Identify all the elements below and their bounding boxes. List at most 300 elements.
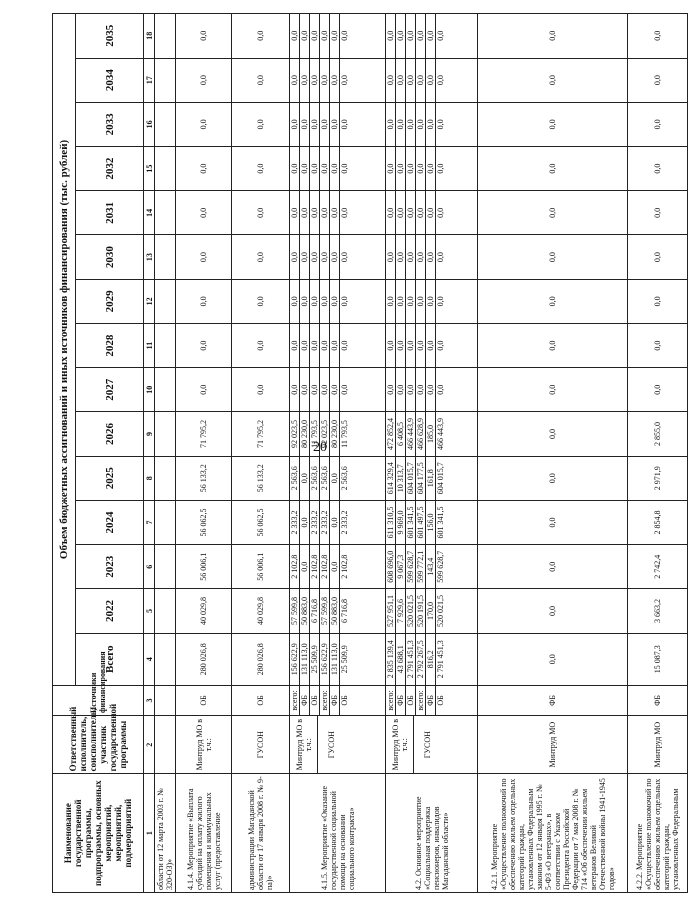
value-cell: 0,0 bbox=[176, 14, 232, 59]
value-cell: 0,0 bbox=[386, 235, 396, 278]
row-source: ФБ bbox=[396, 686, 406, 715]
column-number: 11 bbox=[144, 323, 155, 367]
table-row bbox=[290, 14, 386, 893]
value-cell: 0,0 bbox=[340, 296, 349, 307]
value-cell: 0,0 bbox=[386, 324, 396, 367]
value-stack bbox=[290, 58, 386, 102]
value-cell: 0,0 bbox=[310, 324, 320, 367]
value-cell: 0,0 bbox=[290, 14, 300, 58]
value-cell: 0,0 bbox=[478, 235, 628, 279]
value-cell: 0,0 bbox=[330, 14, 340, 58]
column-number: 1 bbox=[144, 774, 155, 893]
value-cell: 2 102,8 bbox=[310, 545, 320, 588]
value-cell: 0,0 bbox=[232, 58, 290, 102]
value-cell: 0,0 bbox=[396, 235, 406, 278]
value-cell: 0,0 bbox=[478, 545, 628, 589]
column-number: 12 bbox=[144, 279, 155, 323]
value-cell: 0,0 bbox=[478, 412, 628, 456]
row-executor: Минтруд МО в т.ч.: bbox=[386, 716, 414, 773]
page-number: 20 bbox=[313, 440, 327, 455]
value-cell: 43 688,1 bbox=[396, 634, 406, 685]
value-cell: 0,0 bbox=[300, 457, 310, 500]
value-cell: 0,0 bbox=[396, 103, 406, 146]
value-cell: 0,0 bbox=[406, 191, 416, 234]
value-cell: 0,0 bbox=[290, 103, 300, 146]
value-cell: 2 102,8 bbox=[320, 545, 330, 588]
column-number: 10 bbox=[144, 368, 155, 412]
value-cell: 2 563,6 bbox=[320, 457, 330, 500]
value-cell bbox=[155, 456, 176, 500]
value-cell bbox=[155, 235, 176, 279]
value-cell: 0,0 bbox=[628, 235, 688, 279]
value-cell bbox=[155, 102, 176, 146]
value-cell: 2 791 451,3 bbox=[436, 640, 445, 679]
value-cell: 0,0 bbox=[310, 103, 320, 146]
value-cell: 3 663,2 bbox=[628, 589, 688, 633]
value-cell: 57 599,8 bbox=[290, 589, 300, 632]
value-cell bbox=[155, 368, 176, 412]
value-cell: 0,0 bbox=[176, 58, 232, 102]
value-stack bbox=[290, 323, 386, 367]
row-executor-stack bbox=[290, 716, 386, 774]
value-cell: 0,0 bbox=[628, 147, 688, 191]
value-cell: 7 929,6 bbox=[396, 589, 406, 632]
value-cell: 0,0 bbox=[416, 235, 426, 278]
value-cell: 816,2 bbox=[426, 634, 436, 685]
value-cell: 0,0 bbox=[340, 340, 349, 351]
value-cell: 0,0 bbox=[300, 191, 310, 234]
value-cell: 0,0 bbox=[176, 191, 232, 235]
value-cell: 0,0 bbox=[340, 207, 349, 218]
header-year-2033: 2033 bbox=[76, 102, 144, 146]
rotated-table-container bbox=[52, 13, 680, 893]
value-cell: 0,0 bbox=[176, 323, 232, 367]
value-stack bbox=[386, 500, 478, 544]
value-cell: 0,0 bbox=[300, 280, 310, 323]
table-row bbox=[478, 14, 628, 893]
value-cell: 92 023,5 bbox=[320, 412, 330, 455]
column-number: 8 bbox=[144, 456, 155, 500]
header-year-2031: 2031 bbox=[76, 191, 144, 235]
value-cell bbox=[155, 500, 176, 544]
value-cell: 0,0 bbox=[386, 147, 396, 190]
value-cell: 0,0 bbox=[232, 279, 290, 323]
value-cell: 56 006,1 bbox=[176, 545, 232, 589]
value-cell: 0,0 bbox=[176, 102, 232, 146]
value-cell: 0,0 bbox=[396, 59, 406, 102]
header-year-2030: 2030 bbox=[76, 235, 144, 279]
value-cell: 0,0 bbox=[406, 103, 416, 146]
row-source: ОБ bbox=[176, 685, 232, 715]
value-cell: 0,0 bbox=[416, 147, 426, 190]
value-cell: 0,0 bbox=[386, 103, 396, 146]
value-cell: 0,0 bbox=[478, 500, 628, 544]
value-cell: 0,0 bbox=[330, 545, 340, 588]
value-cell: 56 062,5 bbox=[232, 500, 290, 544]
row-executor: Минтруд МО bbox=[628, 716, 688, 774]
value-cell: 0,0 bbox=[290, 324, 300, 367]
value-cell: 0,0 bbox=[176, 279, 232, 323]
row-source: ФБ bbox=[300, 686, 310, 715]
row-source: ОБ bbox=[340, 695, 349, 706]
value-cell: 2 333,2 bbox=[290, 501, 300, 544]
value-stack bbox=[290, 235, 386, 279]
value-stack bbox=[386, 191, 478, 235]
value-cell: 604 177,5 bbox=[416, 457, 426, 500]
value-cell: 0,0 bbox=[416, 191, 426, 234]
value-cell: 0,0 bbox=[426, 59, 436, 102]
value-cell: 143,4 bbox=[426, 545, 436, 588]
value-cell: 0,0 bbox=[176, 147, 232, 191]
header-year-2035: 2035 bbox=[76, 14, 144, 59]
row-source: ОБ bbox=[406, 686, 416, 715]
value-cell: 0,0 bbox=[290, 368, 300, 411]
value-cell: 0,0 bbox=[416, 103, 426, 146]
value-cell: 0,0 bbox=[340, 163, 349, 174]
value-cell: 0,0 bbox=[320, 14, 330, 58]
value-cell: 2 792 267,5 bbox=[416, 634, 426, 685]
value-cell: 2 854,8 bbox=[628, 500, 688, 544]
row-name: 4.2. Основное мероприятие «Социальная поддержка пенсионеров, инвалидов Магаданской области» bbox=[386, 774, 478, 893]
value-stack bbox=[290, 500, 386, 544]
value-cell: 0,0 bbox=[386, 368, 396, 411]
value-cell: 0,0 bbox=[436, 119, 445, 130]
row-executor: ГУСОН bbox=[232, 716, 290, 774]
value-cell: 0,0 bbox=[232, 14, 290, 59]
value-cell: 0,0 bbox=[300, 368, 310, 411]
value-cell: 2 333,2 bbox=[310, 501, 320, 544]
value-cell: 0,0 bbox=[396, 147, 406, 190]
value-stack bbox=[386, 279, 478, 323]
value-cell bbox=[155, 412, 176, 456]
column-number: 15 bbox=[144, 147, 155, 191]
value-cell: 0,0 bbox=[406, 147, 416, 190]
value-stack bbox=[290, 545, 386, 589]
value-cell: 280 026,8 bbox=[176, 633, 232, 685]
value-cell: 0,0 bbox=[340, 75, 349, 86]
header-year-2032: 2032 bbox=[76, 147, 144, 191]
value-cell bbox=[155, 323, 176, 367]
row-executor: Минтруд МО в т.ч.: bbox=[176, 716, 232, 774]
value-cell: 0,0 bbox=[628, 58, 688, 102]
value-cell: 0,0 bbox=[330, 324, 340, 367]
value-cell: 0,0 bbox=[426, 280, 436, 323]
value-cell: 0,0 bbox=[406, 324, 416, 367]
value-cell: 0,0 bbox=[406, 235, 416, 278]
value-cell: 0,0 bbox=[478, 102, 628, 146]
value-cell: 156,0 bbox=[426, 501, 436, 544]
value-cell: 520 021,5 bbox=[436, 594, 445, 627]
value-stack bbox=[386, 633, 478, 685]
value-cell: 0,0 bbox=[320, 235, 330, 278]
value-cell: 50 883,0 bbox=[330, 589, 340, 632]
row-name: области от 12 марта 2003 г. № 320-ОЗ)» bbox=[155, 774, 176, 893]
value-cell: 0,0 bbox=[176, 235, 232, 279]
row-source: ФБ bbox=[628, 685, 688, 715]
value-cell: 472 852,4 bbox=[386, 412, 396, 455]
value-cell: 0,0 bbox=[330, 235, 340, 278]
value-cell: 2 971,9 bbox=[628, 456, 688, 500]
value-cell: 0,0 bbox=[478, 58, 628, 102]
value-cell: 15 087,3 bbox=[628, 633, 688, 685]
value-cell: 0,0 bbox=[330, 103, 340, 146]
value-cell: 0,0 bbox=[386, 14, 396, 58]
value-cell: 40 029,8 bbox=[176, 589, 232, 633]
row-source: ОБ bbox=[436, 695, 445, 706]
value-stack bbox=[386, 14, 478, 59]
value-cell: 0,0 bbox=[330, 191, 340, 234]
value-cell: 6 408,5 bbox=[396, 412, 406, 455]
value-cell: 0,0 bbox=[300, 235, 310, 278]
value-cell: 520 191,5 bbox=[416, 589, 426, 632]
value-cell: 0,0 bbox=[290, 235, 300, 278]
value-cell: 2 855,0 bbox=[628, 412, 688, 456]
value-cell: 0,0 bbox=[320, 147, 330, 190]
table-row bbox=[386, 14, 478, 893]
value-cell: 0,0 bbox=[416, 324, 426, 367]
table-row bbox=[628, 14, 688, 893]
row-source-stack bbox=[386, 685, 478, 715]
row-name: 4.2.2. Мероприятие «Осуществление полномочий по обеспечению жильем отдельных категорий граждан, установленных Федеральным bbox=[628, 774, 688, 893]
financing-table bbox=[52, 13, 688, 893]
value-cell: 599 628,7 bbox=[406, 545, 416, 588]
value-cell: 0,0 bbox=[436, 30, 445, 41]
value-cell: 601 341,5 bbox=[406, 501, 416, 544]
value-cell: 131 113,0 bbox=[330, 634, 340, 685]
value-stack bbox=[386, 545, 478, 589]
header-total: Всего bbox=[76, 633, 144, 685]
row-source: всего: bbox=[386, 686, 396, 715]
value-cell: 0,0 bbox=[628, 102, 688, 146]
value-stack bbox=[290, 633, 386, 685]
value-cell: 6 716,8 bbox=[310, 589, 320, 632]
value-cell: 604 015,7 bbox=[436, 462, 445, 495]
value-cell: 0,0 bbox=[330, 368, 340, 411]
header-year-2022: 2022 bbox=[76, 589, 144, 633]
value-cell: 0,0 bbox=[406, 14, 416, 58]
value-cell: 466 443,9 bbox=[406, 412, 416, 455]
value-cell: 0,0 bbox=[290, 59, 300, 102]
value-cell: 0,0 bbox=[436, 252, 445, 263]
value-stack bbox=[290, 14, 386, 59]
value-cell: 0,0 bbox=[386, 280, 396, 323]
row-source: ОБ bbox=[310, 686, 320, 715]
header-executor: Ответственный исполнитель, соисполнитель, участник государственной программы bbox=[53, 716, 144, 774]
value-cell: 0,0 bbox=[628, 279, 688, 323]
value-cell: 11 793,5 bbox=[310, 412, 320, 455]
value-cell: 0,0 bbox=[330, 147, 340, 190]
value-cell: 0,0 bbox=[300, 501, 310, 544]
value-cell: 0,0 bbox=[478, 279, 628, 323]
column-number: 2 bbox=[144, 716, 155, 774]
row-executor: Минтруд МО bbox=[478, 716, 628, 774]
value-cell: 0,0 bbox=[416, 280, 426, 323]
value-cell bbox=[155, 545, 176, 589]
table-row bbox=[232, 14, 290, 893]
value-cell: 0,0 bbox=[330, 501, 340, 544]
row-name: 4.1.4. Мероприятие «Выплата субсидий на оплату жилого помещения и коммунальных услуг (предоставление bbox=[176, 774, 232, 893]
value-cell: 0,0 bbox=[232, 191, 290, 235]
value-cell: 0,0 bbox=[232, 323, 290, 367]
value-cell: 0,0 bbox=[406, 280, 416, 323]
value-cell: 71 795,2 bbox=[176, 412, 232, 456]
column-number: 17 bbox=[144, 58, 155, 102]
value-cell: 0,0 bbox=[320, 324, 330, 367]
row-source bbox=[155, 685, 176, 715]
value-cell: 0,0 bbox=[330, 280, 340, 323]
column-number: 5 bbox=[144, 589, 155, 633]
value-cell: 0,0 bbox=[310, 191, 320, 234]
value-stack bbox=[386, 456, 478, 500]
value-cell: 0,0 bbox=[396, 280, 406, 323]
value-cell: 0,0 bbox=[290, 147, 300, 190]
value-cell: 131 113,0 bbox=[300, 634, 310, 685]
value-cell: 0,0 bbox=[628, 191, 688, 235]
value-cell: 0,0 bbox=[478, 191, 628, 235]
value-cell bbox=[155, 279, 176, 323]
value-cell: 2 102,8 bbox=[340, 554, 349, 579]
value-cell: 185,0 bbox=[426, 412, 436, 455]
value-stack bbox=[290, 102, 386, 146]
value-cell: 0,0 bbox=[232, 235, 290, 279]
value-cell: 2 563,6 bbox=[310, 457, 320, 500]
value-cell: 0,0 bbox=[416, 14, 426, 58]
row-name: 4.2.1. Мероприятие «Осуществление полномочий по обеспечению жильем отдельных категорий граждан, установленных Федеральным законом от 12 января 1995 г. № 5-ФЗ «О ветеранах», в соответствии с Указом Президента Российской Федерации от 7 мая 2008 г. № 714 «Об обеспечении жильем ветеранов Великой Отечественной войны 1941-1945 годов» bbox=[478, 774, 628, 893]
value-cell: 0,0 bbox=[436, 75, 445, 86]
value-cell: 601 341,5 bbox=[436, 506, 445, 539]
value-cell: 599 628,7 bbox=[436, 550, 445, 583]
value-cell: 601 497,5 bbox=[416, 501, 426, 544]
row-source: всего: bbox=[416, 686, 426, 715]
value-cell bbox=[155, 58, 176, 102]
value-cell: 2 791 451,3 bbox=[406, 634, 416, 685]
value-cell: 0,0 bbox=[300, 147, 310, 190]
value-cell: 0,0 bbox=[416, 368, 426, 411]
value-cell: 0,0 bbox=[300, 545, 310, 588]
value-cell: 0,0 bbox=[478, 368, 628, 412]
column-number: 14 bbox=[144, 191, 155, 235]
value-cell: 0,0 bbox=[330, 59, 340, 102]
value-cell: 0,0 bbox=[406, 368, 416, 411]
column-number: 3 bbox=[144, 685, 155, 715]
value-cell: 0,0 bbox=[396, 368, 406, 411]
row-name: 4.1.5. Мероприятие «Оказание государственной социальной помощи на основании социального контракта» bbox=[290, 774, 386, 893]
value-cell: 520 021,5 bbox=[406, 589, 416, 632]
value-cell: 280 026,8 bbox=[232, 633, 290, 685]
column-number: 9 bbox=[144, 412, 155, 456]
value-cell: 0,0 bbox=[310, 14, 320, 58]
value-cell: 0,0 bbox=[320, 59, 330, 102]
value-cell: 2 333,2 bbox=[340, 510, 349, 535]
value-cell: 6 716,8 bbox=[340, 598, 349, 623]
column-number: 6 bbox=[144, 545, 155, 589]
table-row bbox=[176, 14, 232, 893]
value-cell: 11 793,5 bbox=[340, 420, 349, 448]
value-cell: 0,0 bbox=[436, 163, 445, 174]
value-cell: 611 310,5 bbox=[386, 501, 396, 544]
value-cell: 0,0 bbox=[290, 191, 300, 234]
row-source: ОБ bbox=[232, 685, 290, 715]
value-stack bbox=[386, 412, 478, 456]
value-cell: 466 443,9 bbox=[436, 418, 445, 451]
value-cell: 156 622,9 bbox=[320, 634, 330, 685]
row-executor: ГУСОН bbox=[327, 731, 336, 759]
value-cell: 0,0 bbox=[300, 59, 310, 102]
value-cell bbox=[155, 191, 176, 235]
header-year-2029: 2029 bbox=[76, 279, 144, 323]
value-cell: 614 329,4 bbox=[386, 457, 396, 500]
header-funding-group: Объем бюджетных ассигнований и иных источников финансирования (тыс. рублей) bbox=[53, 14, 76, 686]
value-cell: 0,0 bbox=[628, 323, 688, 367]
header-year-2023: 2023 bbox=[76, 545, 144, 589]
value-stack bbox=[386, 323, 478, 367]
value-cell: 0,0 bbox=[320, 191, 330, 234]
row-source: всего: bbox=[320, 686, 330, 715]
value-cell: 80 230,0 bbox=[300, 412, 310, 455]
value-cell: 25 509,9 bbox=[340, 645, 349, 674]
value-cell: 25 509,9 bbox=[310, 634, 320, 685]
value-cell: 0,0 bbox=[310, 235, 320, 278]
value-cell: 92 023,5 bbox=[290, 412, 300, 455]
value-stack bbox=[386, 147, 478, 191]
value-stack bbox=[290, 279, 386, 323]
value-cell: 0,0 bbox=[330, 457, 340, 500]
value-cell: 0,0 bbox=[436, 340, 445, 351]
row-executor-stack bbox=[386, 716, 478, 774]
value-cell bbox=[155, 633, 176, 685]
value-cell: 50 883,0 bbox=[300, 589, 310, 632]
table-row bbox=[155, 14, 176, 893]
value-cell: 0,0 bbox=[300, 14, 310, 58]
value-cell: 0,0 bbox=[340, 384, 349, 395]
header-year-2025: 2025 bbox=[76, 456, 144, 500]
value-cell: 604 015,7 bbox=[406, 457, 416, 500]
row-source-stack bbox=[290, 685, 386, 715]
value-cell: 0,0 bbox=[232, 147, 290, 191]
value-cell: 0,0 bbox=[310, 147, 320, 190]
value-cell: 0,0 bbox=[478, 456, 628, 500]
value-cell: 0,0 bbox=[478, 14, 628, 59]
value-cell: 0,0 bbox=[426, 103, 436, 146]
value-cell: 0,0 bbox=[300, 324, 310, 367]
value-cell: 0,0 bbox=[232, 102, 290, 146]
value-cell: 0,0 bbox=[628, 368, 688, 412]
value-cell: 0,0 bbox=[176, 368, 232, 412]
value-cell: 0,0 bbox=[436, 384, 445, 395]
header-name: Наименование государственной программы, подпрограммы, основных мероприятий, мероприятий, подмероприятий bbox=[53, 774, 144, 893]
value-cell: 0,0 bbox=[300, 103, 310, 146]
value-cell: 0,0 bbox=[320, 280, 330, 323]
value-stack bbox=[386, 368, 478, 412]
value-cell: 527 951,1 bbox=[386, 589, 396, 632]
header-year-2024: 2024 bbox=[76, 500, 144, 544]
value-stack bbox=[290, 412, 386, 456]
value-cell: 0,0 bbox=[320, 368, 330, 411]
value-cell: 2 835 139,4 bbox=[386, 634, 396, 685]
value-cell: 608 696,0 bbox=[386, 545, 396, 588]
value-cell: 2 333,2 bbox=[320, 501, 330, 544]
row-source: всего: bbox=[290, 686, 300, 715]
header-year-2028: 2028 bbox=[76, 323, 144, 367]
value-stack bbox=[290, 456, 386, 500]
value-cell: 0,0 bbox=[340, 119, 349, 130]
value-cell: 9 969,0 bbox=[396, 501, 406, 544]
value-cell: 56 006,1 bbox=[232, 545, 290, 589]
value-cell: 0,0 bbox=[396, 14, 406, 58]
value-stack bbox=[290, 191, 386, 235]
value-cell: 9 067,3 bbox=[396, 545, 406, 588]
value-cell: 0,0 bbox=[426, 147, 436, 190]
